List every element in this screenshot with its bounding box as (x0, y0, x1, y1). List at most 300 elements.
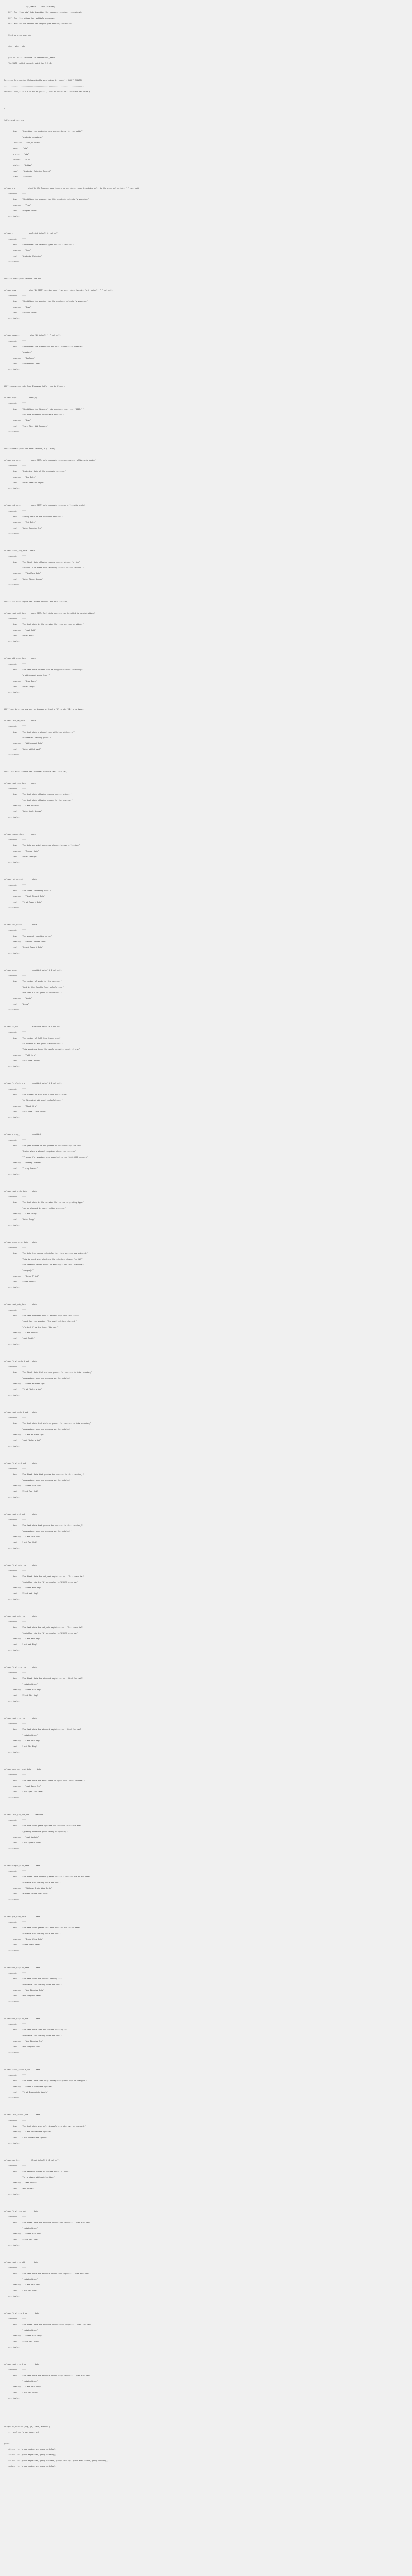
code-line: ; (4, 1502, 10, 1504)
code-line: text "Second Report Date" (4, 946, 43, 948)
code-line: heading "Prog" (4, 204, 31, 206)
code-line: column first_web_reg date (4, 1564, 37, 1566)
code-line: desc "The last date a student can withdraw without of" (4, 731, 75, 733)
code-line: attributes (4, 261, 20, 263)
code-line: text "Last Grd Upd" (4, 1541, 37, 1544)
code-line: heading "Prereg Number" (4, 1162, 41, 1164)
code-line: comments """" (4, 1417, 26, 1419)
code-line: attributes (4, 215, 20, 217)
code-line: heading "Charge Date" (4, 850, 39, 852)
code-line: "registration." (4, 1734, 38, 1736)
code-line: location "DBS_STUDENT" (4, 142, 40, 144)
code-line: * (4, 108, 6, 110)
code-line: table acad_ses_sis (4, 119, 24, 121)
code-line: "changes)." (4, 1269, 34, 1272)
code-line: heading "Clock Hrs" (4, 1105, 37, 1107)
code-line: desc "Identifies the program for this academic calendar's session." (4, 198, 89, 200)
code-line: update to (group registrar, group catalog); (4, 2465, 57, 2467)
code-line: DEF: The file allows for multiple programs. (4, 17, 56, 19)
code-line: column sched_prnt_date date (4, 1241, 37, 1243)
code-line: desc "The last date for web/web registration. This check is" (4, 1626, 83, 1629)
code-line: desc "Identifies the calendar year for this session." (4, 244, 74, 246)
code-line: comments """" (4, 1570, 26, 1572)
code-line: attributes (4, 2142, 20, 2144)
code-line: heading "Web Display End" (4, 2040, 43, 2042)
code-line: heading "Max Hours" (4, 2182, 37, 2184)
code-line: ; (4, 221, 10, 223)
code-line: ; (4, 1400, 10, 1402)
code-line: column ft_hrs smallint default 0 not null (4, 1026, 62, 1028)
code-line: ; (4, 697, 10, 699)
code-line (4, 1959, 412, 1965)
code-line: column max_hrs float default 0.0 not null (4, 2159, 60, 2161)
code-line: column rpt_dates1 date (4, 878, 37, 880)
code-line: columns "1-7" (4, 159, 30, 161)
code-line: "available for viewing over the web." (4, 1984, 62, 1986)
code-line: heading "Weeks" (4, 997, 32, 999)
code-line: attributes (4, 431, 20, 433)
code-line (4, 1353, 412, 1359)
code-line: "installed via the 'A' parameter to WEBREF program." (4, 1632, 78, 1634)
code-line: text "Program Code" (4, 210, 37, 212)
code-line: comments """" (4, 1819, 26, 1821)
code-line: OEF* calendar year session yed sid (4, 278, 41, 280)
code-line: ; (4, 2250, 10, 2252)
code-line: status "Active" (4, 164, 32, 166)
code-line (4, 1761, 412, 1767)
code-line: column beg_date date [OEF: date academic session/semester officially begins] (4, 459, 97, 461)
code-line: column last_stu_drop date (4, 2363, 39, 2365)
code-line: text "Session Code" (4, 312, 37, 314)
code-line: ; (4, 2199, 10, 2201)
code-line: comments """" (4, 1774, 26, 1776)
code-line: "in financial aid grant calculations." (4, 1099, 63, 1101)
code-line: attributes (4, 1649, 20, 1651)
code-line (4, 1455, 412, 1461)
code-line (4, 1608, 412, 1614)
code-line: DEF: The 'Isam_sis' tab describes the academic sessions (semesters). (4, 11, 83, 13)
code-line: column last_grdg_date date (4, 1190, 37, 1192)
code-line: comments """" (4, 2267, 26, 2269)
code-line: grant (4, 2443, 10, 2445)
code-line: heading "Second Report Date" (4, 941, 47, 943)
code-line: ; (4, 374, 10, 376)
code-line: attributes (4, 2097, 20, 2099)
code-line (4, 497, 412, 503)
code-line: comments """" (4, 725, 26, 727)
code-line (4, 701, 412, 707)
code-line: text "Last Open Enr Date" (4, 1791, 43, 1793)
code-line: attributes (4, 1343, 20, 1345)
code-line: comments """" (4, 1519, 26, 1521)
code-line: ; (4, 1553, 10, 1555)
code-line: ) (4, 2414, 10, 2416)
code-line: column last_grd_upd_hrs smallint (4, 1814, 43, 1816)
code-line: text "Grade View Date" (4, 1944, 40, 1946)
code-line: heading "Last Incomplete Update" (4, 2131, 51, 2133)
code-line: comments """" (4, 193, 26, 195)
code-line: desc "The last date for student course add requests. Used for web" (4, 2273, 89, 2275)
code-line: column midgrd_view_date date (4, 1865, 40, 1867)
code-line: column last_incmpl_upd date (4, 2114, 40, 2116)
code-line: heading "Last Midterm Upd" (4, 1434, 44, 1436)
code-line (4, 826, 412, 832)
code-line (4, 100, 412, 106)
code-line: comments """" (4, 2216, 26, 2218)
code-line: comments """" (4, 1247, 26, 1249)
code-line: desc "The last date for student course drop requests. Used for web" (4, 2375, 90, 2377)
code-line (4, 650, 412, 656)
code-line (4, 713, 412, 718)
code-line: comments """" (4, 1139, 26, 1141)
code-line: "subsession, year and program may be updated." (4, 1428, 72, 1430)
code-line: "available for viewing over the web." (4, 2035, 62, 2037)
code-line: text "Date: Withdrawal" (4, 748, 41, 750)
code-line: "subsession, year and program may be updated." (4, 1530, 72, 1532)
code-line: ; (4, 1451, 10, 1453)
code-line: attributes (4, 816, 20, 818)
code-line: Used by programs: adr (4, 34, 31, 36)
code-line (4, 605, 412, 611)
code-line: column open_enr_stat_date date (4, 1768, 41, 1770)
code-line: desc "The second reporting date." (4, 935, 52, 937)
code-line: "registration." (4, 2227, 38, 2229)
code-line (4, 327, 412, 333)
code-line: text "Last Stu Drop" (4, 2392, 38, 2394)
code-line: column rpt_date2 date (4, 924, 37, 926)
code-line: ; (4, 2006, 10, 2008)
code-line: "for a given sid/registration." (4, 2176, 56, 2178)
code-line (4, 1659, 412, 1665)
code-line: heading "First Stu Add" (4, 2233, 41, 2235)
code-line: comments """" (4, 555, 26, 557)
code-line: desc "Identifies the financial aid academic year, ex. '0809,'" (4, 408, 84, 410)
code-line: attributes (4, 2052, 20, 2054)
code-line: "session. The first date allowing access to the session." (4, 567, 84, 569)
code-line: attributes (4, 1286, 20, 1289)
code-line: select to (group registrar, group student, group catalog, group admissions, group billing); (4, 2460, 109, 2462)
code-line: ; (4, 589, 10, 591)
code-line: heading "Withdrawal Date" (4, 742, 43, 744)
code-line: heading "Last Update" (4, 1836, 39, 1838)
code-line: column last_midgrd_upd date (4, 1411, 37, 1413)
code-line: text "Date: Grdg" (4, 1218, 35, 1221)
code-line: "in financial aid grant calculations." (4, 1043, 63, 1045)
code-line: comments """" (4, 2165, 26, 2167)
code-line: column yr smallint default 0 not null (4, 232, 59, 234)
code-line: column ft_clock_hrs smallint default 0 not null (4, 1082, 62, 1084)
code-line: comments """" (4, 1921, 26, 1923)
code-line (4, 49, 412, 55)
code-line (4, 2152, 412, 2158)
code-line: ; (4, 1014, 10, 1016)
code-line: column first_midgrd_opt date (4, 1360, 37, 1362)
code-line: ; (4, 1349, 10, 1351)
code-line: ; (4, 1071, 10, 1073)
code-line: attributes (4, 1394, 20, 1396)
code-line: heading "Full Hrs" (4, 1054, 36, 1056)
code-line: ; (4, 1757, 10, 1759)
code-line: unique ac_prim on (prg, yr, sess, subsess) (4, 2426, 50, 2428)
code-line: desc "The number of weeks in the session." (4, 980, 62, 982)
code-line: "viewable for viewing over the web." (4, 1933, 61, 1935)
code-line: DEF: Must be one record per program per session/subsession (4, 23, 72, 25)
code-line: column subsess char(1) default " " not null (4, 334, 61, 336)
code-line (4, 1710, 412, 1716)
code-line (4, 1183, 412, 1189)
code-line: column prereg_yr smallint (4, 1133, 41, 1136)
code-line: OEF* subsession code from Isubsess table, may be blank ) (4, 385, 65, 387)
code-line: attributes (4, 2346, 20, 2348)
code-line: "registration." (4, 2329, 38, 2331)
code-line (4, 764, 412, 769)
code-line: ; (4, 1706, 10, 1708)
code-line: class "STUDENT" (4, 176, 32, 178)
code-line: text "Date: First Access" (4, 578, 43, 580)
code-line: text "Last Stu Add" (4, 2290, 37, 2292)
code-line: "\"orient from the trans_lim_rec.\"" (4, 1326, 61, 1328)
code-line: attributes (4, 1496, 20, 1498)
code-line: attributes (4, 952, 20, 954)
code-line: ; (4, 1904, 10, 1906)
code-line: attributes (4, 861, 20, 863)
code-line: attributes (4, 2295, 20, 2297)
code-line: "installed via the 'A' parameter to WEBREF program." (4, 1581, 78, 1583)
code-line: attributes (4, 1950, 20, 1952)
code-line: ; (4, 1802, 10, 1804)
code-line: comments """" (4, 510, 26, 512)
code-line: ; (4, 958, 10, 960)
code-line: text "Last Admit" (4, 1337, 35, 1340)
code-line: "registration." (4, 1683, 38, 1685)
code-line: heading "Beg Date" (4, 476, 36, 478)
code-line: attributes (4, 2193, 20, 2195)
code-line: text "First Grd Upd" (4, 1490, 38, 1493)
code-line: desc "The last date that grades for courses in this session," (4, 1524, 83, 1527)
code-line: heading "Last Stu Drop" (4, 2386, 41, 2388)
code-line: OEF* last date courses can be dropped without a "W" grade,"WD" grep type) (4, 708, 84, 710)
code-line: heading "Last Grdg" (4, 1213, 37, 1215)
code-line: desc "The maximum number of course hours allowed " (4, 2171, 71, 2173)
code-line: insert to (group registrar, group catalog); (4, 2454, 57, 2456)
code-line (4, 1557, 412, 1563)
code-line: comments """" (4, 929, 26, 931)
code-line: heading "Last Stu Add" (4, 2284, 40, 2286)
code-line (4, 594, 412, 599)
code-line: ; (4, 2301, 10, 2303)
code-line: heading "Drop Date" (4, 680, 37, 682)
code-line: "subsession, year and program may be updated." (4, 1479, 72, 1481)
code-line: ; (4, 2352, 10, 2354)
code-line (4, 871, 412, 877)
code-line: comments """" (4, 2074, 26, 2076)
code-line: ; (4, 1179, 10, 1181)
code-line: text "First Web Reg" (4, 1592, 38, 1595)
code-line: text "Date: Last Access" (4, 810, 42, 812)
code-line (4, 775, 412, 781)
code-line: column grd_view_date date (4, 1916, 40, 1918)
code-line: comments """" (4, 1723, 26, 1725)
code-line: text "Subsession Code" (4, 363, 40, 365)
code-line: ; (4, 1655, 10, 1657)
code-line: desc "The last date in the session that a course grading type" (4, 1201, 84, 1204)
code-line: "withdrawal failing grade." (4, 737, 51, 739)
code-line: attributes (4, 1009, 20, 1011)
code-line: attributes (4, 1547, 20, 1549)
code-line: comments """" (4, 1309, 26, 1311)
code-line: ; (4, 1853, 10, 1855)
code-line: desc "The first date that grades for courses in this session," (4, 1473, 84, 1476)
code-line: attributes (4, 1173, 20, 1175)
code-line (4, 1296, 412, 1302)
code-line: comments """" (4, 2369, 26, 2371)
code-line: desc "The first date when only incomplete grades may be changed." (4, 2080, 87, 2082)
code-line: column last_wd_date date (4, 720, 36, 722)
code-line: desc "The date when grades for this session are to be made" (4, 1927, 80, 1929)
code-line: text "First Incomplete Update" (4, 2091, 49, 2093)
code-line: ------------------------------------------------------------------------- (4, 85, 84, 87)
code-line: attributes (4, 1751, 20, 1753)
code-line (4, 1075, 412, 1081)
code-line: ; (4, 2148, 10, 2150)
code-line: desc "The last date for enrollment in open enrollment courses." (4, 1780, 85, 1782)
code-line: column last_grd_upd date (4, 1513, 37, 1515)
code-line: heading "Last Open Enr" (4, 1785, 41, 1787)
code-line: text "Midterm Grade View Date" (4, 1893, 49, 1895)
code-line (4, 2061, 412, 2067)
code-line: text "Last Midterm Upd" (4, 1439, 41, 1442)
code-line (4, 440, 412, 446)
code-line: attributes (4, 368, 20, 370)
code-line: desc "The date when the course catalog is" (4, 1978, 62, 1980)
code-line: column acyr char(4) (4, 397, 37, 399)
code-line: delete to (group registrar, group catalog); (4, 2448, 57, 2450)
code-line: OEF* last date student can withdraw without "WF" (aka "W") (4, 771, 68, 773)
code-line: attributes (4, 1116, 20, 1118)
code-line (4, 2107, 412, 2112)
code-line: whs sbm adm (4, 45, 25, 47)
code-line: desc "The last date for student registration. Used for web" (4, 1728, 81, 1731)
code-line: "registration." (4, 2278, 38, 2280)
code-line: column weeks smallint default 0 not null (4, 969, 62, 971)
code-line: column prg char(3) KEY Program code from program table, record-contains only to the program) default " " not null (4, 187, 139, 189)
code-line: attributes (4, 533, 20, 535)
code-line: desc "Beginning date of the academic session." (4, 470, 67, 472)
code-line: comments """" (4, 1366, 26, 1368)
code-line: text "Date: Add" (4, 635, 34, 637)
code-line: text "Year: Fin. Aid Academic" (4, 425, 49, 427)
code-line: ; (4, 436, 10, 438)
code-line: comments """" (4, 465, 26, 467)
code-line: ; (4, 266, 10, 268)
code-line: ; (4, 1604, 10, 1606)
code-line: OEF* first date reg/if can access courses for this session) (4, 601, 69, 603)
code-line: comments """" (4, 1031, 26, 1033)
code-line: heading "Last Stu Reg" (4, 1740, 40, 1742)
code-line: column sess char(4) [OEF* session code from sess table (scnrit for) default " " not null (4, 289, 113, 291)
code-line: text "Full Time Hours" (4, 1060, 40, 1062)
code-line: desc "Describes the beginning and ending dates for the valid" (4, 130, 83, 132)
code-line: desc "The year number of the phrase to be opener by the EHF" (4, 1145, 81, 1147)
code-line: attributes (4, 1598, 20, 1600)
code-line: heading "First Stu Drop" (4, 2335, 42, 2337)
code-line: text "First Stu Drop" (4, 2341, 39, 2343)
code-line: comments """" (4, 340, 26, 342)
code-line: column first_stu_reg date (4, 1666, 37, 1668)
code-line (4, 2305, 412, 2311)
code-line (4, 2203, 412, 2209)
code-line: text "First Stu Add" (4, 2239, 38, 2241)
code-line: attributes (4, 317, 20, 319)
code-line: text "First Midterm Upd" (4, 1388, 42, 1391)
code-line: desc "The last date in the session that courses can be added." (4, 623, 84, 625)
code-line: heading "First Grd Upd" (4, 1485, 41, 1487)
code-line: comments """" (4, 618, 26, 620)
code-line: desc "The time when grade updates via the web interface are" (4, 1825, 81, 1827)
code-line: desc "The last date allowing course registrations;" (4, 793, 72, 795)
code-line: attributes (4, 691, 20, 693)
code-line (4, 2418, 412, 2424)
code-line: "the last date allowing access to the session." (4, 799, 73, 801)
code-line: ; (4, 1122, 10, 1124)
code-line (4, 452, 412, 457)
code-line: desc "The last date that midterm grades for courses in this session," (4, 1422, 91, 1425)
code-line: text "Last Incomplete Update" (4, 2137, 48, 2139)
code-line: comments """" (4, 1088, 26, 1090)
code-line: column last_req_date date (4, 782, 36, 784)
code-line (4, 917, 412, 922)
code-line: attributes (4, 907, 20, 909)
code-line: sv, sec3 on (prog, desc, yr) (4, 2431, 39, 2433)
code-line: desc "The first date for student course add requests. Used for web" (4, 2222, 90, 2224)
code-line (4, 180, 412, 185)
code-line (4, 270, 412, 276)
code-line: comments """" (4, 839, 26, 841)
code-line (4, 2435, 412, 2441)
code-line (4, 1506, 412, 1512)
code-line: column add_drop_date date (4, 657, 36, 659)
code-line: comments """" (4, 2318, 26, 2320)
code-line: attributes (4, 2397, 20, 2399)
code-line: comments """" (4, 1672, 26, 1674)
code-line: desc "The date the course schedules for this session was printed." (4, 1252, 88, 1255)
code-line (4, 1126, 412, 1132)
code-line: $Header: /cvs/sis/ 1.8 01-05-09 (1:23:1) 2013 FD-09 07:39:32 mrosato Released $ (4, 91, 90, 93)
code-line: "registration." (4, 2380, 38, 2382)
code-line: ; (4, 2103, 10, 2105)
code-line: "and used in FAO grant calculations." (4, 992, 62, 994)
code-line: heading "First Incomplete Update" (4, 2086, 52, 2088)
code-line: comments """" (4, 884, 26, 886)
code-line: text "Prereg Number" (4, 1167, 38, 1170)
code-line: heading "Year" (4, 249, 31, 251)
code-line: desc "The last date courses can be dropped without receiving" (4, 669, 83, 671)
code-line: comments """" (4, 1621, 26, 1623)
code-line: comments """" (4, 2023, 26, 2025)
code-line: prefix "sis" (4, 153, 29, 155)
code-line: column first_stu_drop date (4, 2312, 39, 2314)
code-line: heading "Sched Print" (4, 1275, 39, 1277)
code-line: ; (4, 1292, 10, 1294)
code-line: text "Date: Session Begin" (4, 482, 44, 484)
code-line: column last_adm_date date (4, 1303, 37, 1306)
code-line: ( (4, 125, 10, 127)
code-line: desc "The last admitted date a student may have and still" (4, 1315, 79, 1317)
code-line (4, 1806, 412, 1812)
code-line: desc "The last date when only incomplete grades may be changed." (4, 2125, 86, 2127)
code-line: "academic sessions." (4, 136, 43, 138)
code-line: "(Process for sessions are expected in the 1000-1999 range.)" (4, 1156, 88, 1158)
